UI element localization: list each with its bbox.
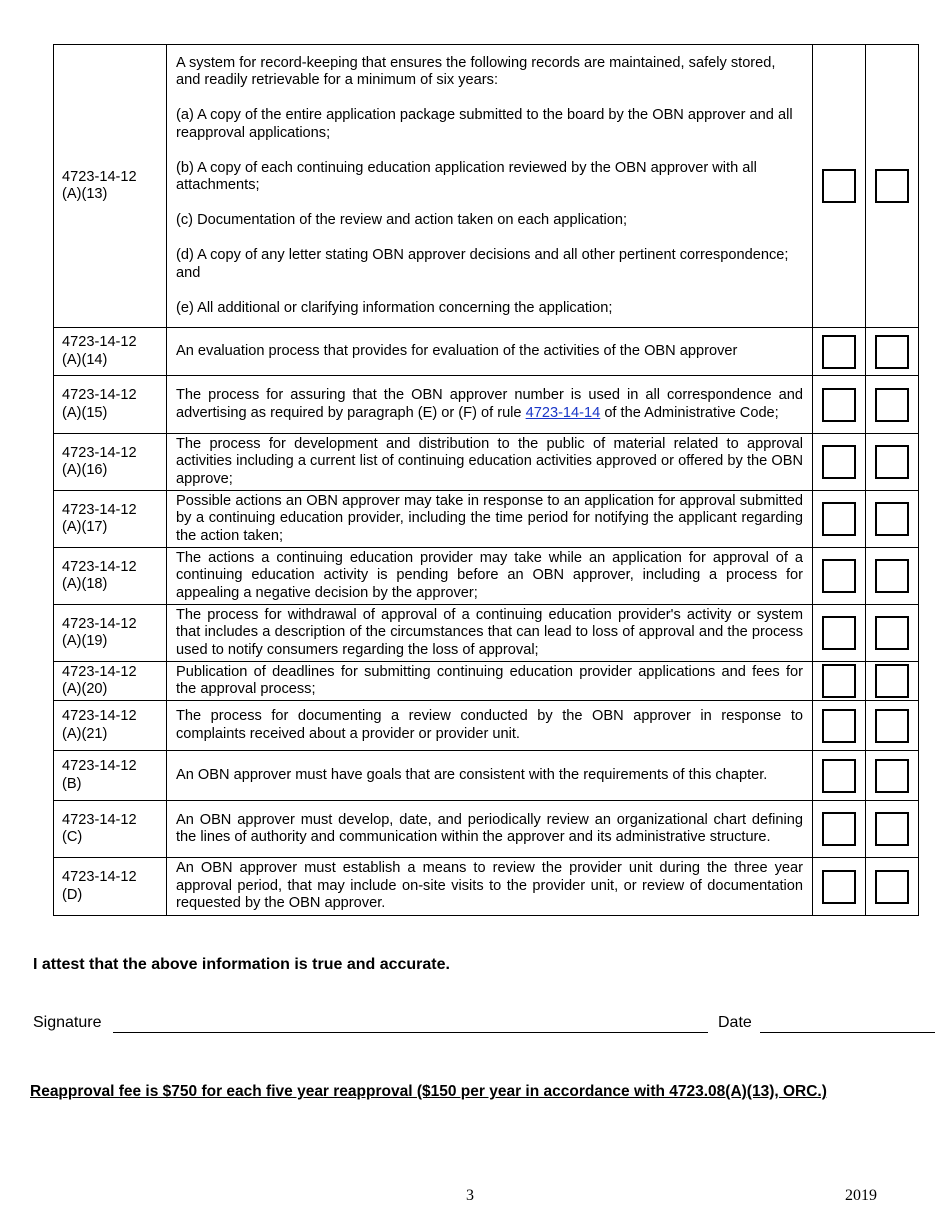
table-row <box>54 701 919 751</box>
requirement-description: The process for withdrawal of approval of a continuing education provider's activity or system that includes a description of the circumstances that can lead to loss of approval and the process used to notify consumers regarding the loss of approval; <box>167 605 813 662</box>
rule-code: 4723-14-12 <box>62 615 137 632</box>
rule-code: 4723-14-12 <box>62 811 137 828</box>
date-field[interactable] <box>760 1032 935 1033</box>
checkbox-2[interactable] <box>875 709 909 743</box>
checkbox-2[interactable] <box>875 812 909 846</box>
table-row <box>54 328 919 376</box>
rule-subsection: (C) <box>62 829 83 845</box>
attestation-statement: I attest that the above information is true and accurate. <box>33 956 450 973</box>
rule-subsection: (D) <box>62 886 83 903</box>
checkbox-2[interactable] <box>875 335 909 369</box>
rule-link[interactable]: 4723-14-14 <box>525 404 601 421</box>
rule-code: 4723-14-12 <box>62 444 137 461</box>
requirement-description: Publication of deadlines for submitting continuing education provider applications and fees for the approval process; <box>167 662 813 701</box>
rule-code-cell <box>54 45 167 328</box>
page-number: 3 <box>466 1187 474 1204</box>
requirement-text: (c) Documentation of the review and action taken on each application; <box>176 212 628 229</box>
rule-code: 4723-14-12 <box>62 334 137 350</box>
rule-subsection: (A)(19) <box>62 633 108 649</box>
checkbox-1[interactable] <box>822 445 856 479</box>
table-row <box>54 751 919 801</box>
rule-code: 4723-14-12 <box>62 663 137 680</box>
checkbox-1[interactable] <box>822 812 856 846</box>
requirement-text: (e) All additional or clarifying information concerning the application; <box>176 299 613 316</box>
rule-subsection: (A)(16) <box>62 462 108 478</box>
footer-year: 2019 <box>845 1187 877 1204</box>
checkbox-1[interactable] <box>822 169 856 203</box>
checkbox-1[interactable] <box>822 559 856 593</box>
checkbox-1[interactable] <box>822 502 856 536</box>
requirement-description: Possible actions an OBN approver may take in response to an application for approval submitted by a continuing education provider, including the time period for notifying the applicant regarding the action taken; <box>167 491 813 548</box>
checkbox-2[interactable] <box>875 445 909 479</box>
table-row <box>54 376 919 434</box>
rule-code: 4723-14-12 <box>62 168 137 185</box>
requirement-description: The process for development and distribution to the public of material related to approval activities including a current list of continuing education activities approved or offered by the OBN approve; <box>167 434 813 491</box>
requirement-text: (b) A copy of each continuing education application reviewed by the OBN approver with all attachments; <box>176 159 757 194</box>
requirement-text: (d) A copy of any letter stating OBN approver decisions and all other pertinent correspondence; and <box>176 247 789 281</box>
requirement-description: An evaluation process that provides for evaluation of the activities of the OBN approver <box>167 328 813 376</box>
requirement-text: A system for record-keeping that ensures the following records are maintained, safely stored, and readily retrievable for a minimum of six years: <box>176 54 776 89</box>
checkbox-1[interactable] <box>822 616 856 650</box>
table-row <box>54 548 919 605</box>
requirement-text: (a) A copy of the entire application package submitted to the board by the OBN approver and all reapproval applications; <box>176 107 793 141</box>
rule-code: 4723-14-12 <box>62 869 137 885</box>
requirement-description: The process for documenting a review conducted by the OBN approver in response to complaints received about a provider or provider unit. <box>167 701 813 751</box>
requirement-description: An OBN approver must establish a means to review the provider unit during the three year approval period, that may include on-site visits to the provider unit, or review of documentation requested by the OBN approver. <box>167 858 813 916</box>
requirement-description: The process for assuring that the OBN approver number is used in all correspondence and advertising as required by paragraph (E) or (F) of rule 4723-14-14 of the Administrative Code; <box>167 376 813 434</box>
table-row <box>54 801 919 858</box>
requirement-description: The actions a continuing education provider may take while an application for approval of a continuing education activity is pending before an OBN approver, including a process for appealing a negative decision by the approver; <box>167 548 813 605</box>
requirement-description: An OBN approver must develop, date, and periodically review an organizational chart defining the lines of authority and communication within the approver and its administrative structure. <box>167 801 813 858</box>
table-row <box>54 662 919 701</box>
checkbox-1[interactable] <box>822 335 856 369</box>
rule-subsection: (A)(13) <box>62 186 108 202</box>
table-row <box>54 45 919 328</box>
rule-code: 4723-14-12 <box>62 758 137 774</box>
checkbox-2[interactable] <box>875 502 909 536</box>
rule-subsection: (A)(14) <box>62 351 108 368</box>
checkbox-2[interactable] <box>875 616 909 650</box>
checkbox-2[interactable] <box>875 759 909 793</box>
fee-note: Reapproval fee is $750 for each five year reapproval ($150 per year in accordance with 4723.08(A)(13), ORC.) <box>30 1083 827 1100</box>
rule-subsection: (A)(20) <box>62 681 108 697</box>
rule-subsection: (A)(18) <box>62 576 108 592</box>
requirement-description <box>167 45 813 328</box>
signature-field[interactable] <box>113 1032 708 1033</box>
rule-subsection: (A)(15) <box>62 404 108 421</box>
checkbox-2[interactable] <box>875 559 909 593</box>
checkbox-2[interactable] <box>875 664 909 698</box>
checkbox-1[interactable] <box>822 709 856 743</box>
requirement-description: An OBN approver must have goals that are consistent with the requirements of this chapter. <box>167 751 813 801</box>
signature-label: Signature <box>33 1014 102 1031</box>
rule-code: 4723-14-12 <box>62 708 137 724</box>
rule-code: 4723-14-12 <box>62 558 137 575</box>
checkbox-1[interactable] <box>822 759 856 793</box>
checkbox-2[interactable] <box>875 870 909 904</box>
rule-subsection: (A)(17) <box>62 519 108 535</box>
rule-code: 4723-14-12 <box>62 501 137 518</box>
table-row <box>54 858 919 916</box>
checkbox-2[interactable] <box>875 169 909 203</box>
rule-code: 4723-14-12 <box>62 387 137 403</box>
checkbox-1[interactable] <box>822 388 856 422</box>
table-row <box>54 434 919 491</box>
rule-subsection: (B) <box>62 775 82 792</box>
checkbox-1[interactable] <box>822 870 856 904</box>
rule-subsection: (A)(21) <box>62 725 108 742</box>
table-row <box>54 605 919 662</box>
date-label: Date <box>718 1014 752 1031</box>
table-row <box>54 491 919 548</box>
requirements-table <box>53 44 919 916</box>
checkbox-2[interactable] <box>875 388 909 422</box>
checkbox-1[interactable] <box>822 664 856 698</box>
